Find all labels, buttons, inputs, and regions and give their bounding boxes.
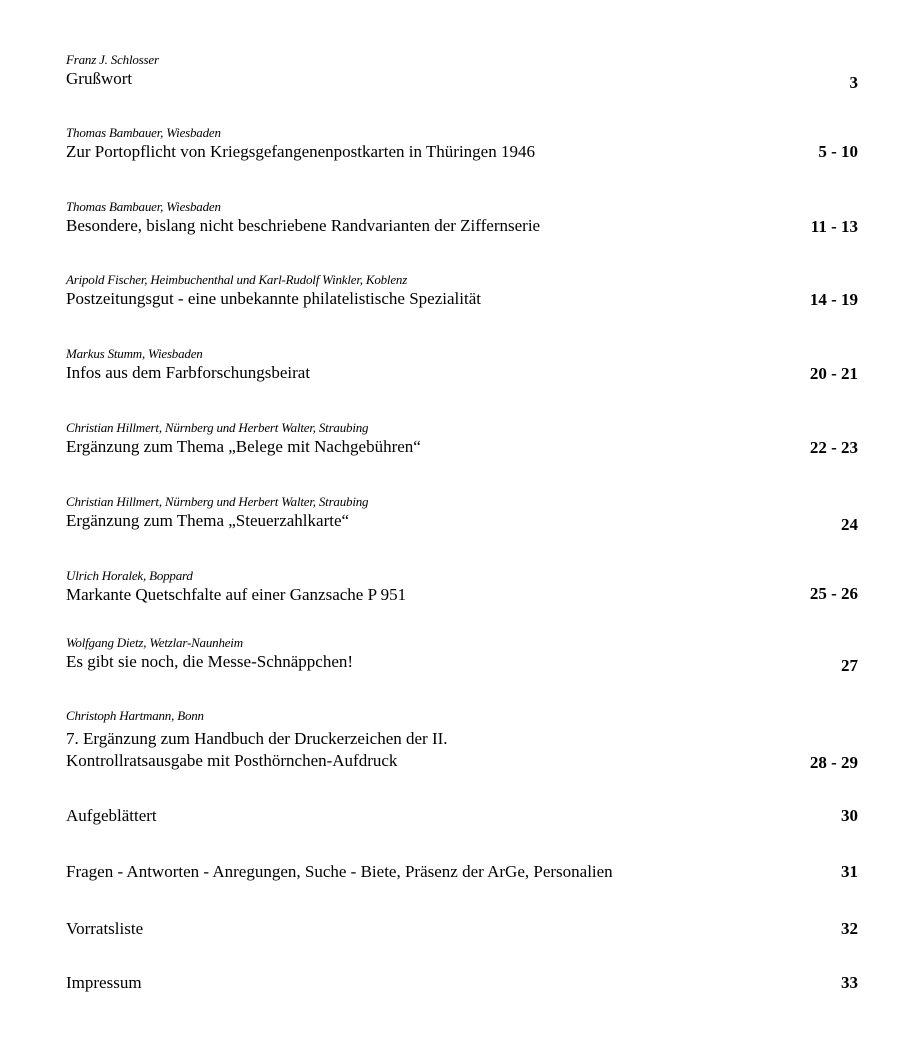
entry-title: Infos aus dem Farbforschungsbeirat	[66, 363, 311, 382]
entry-title: Ergänzung zum Thema „Steuerzahlkarte“	[66, 511, 350, 530]
entry-title: Postzeitungsgut - eine unbekannte philatelistische Spezialität	[66, 289, 481, 308]
entry-pages: 3	[849, 73, 858, 92]
entry-title: Grußwort	[66, 69, 133, 88]
toc-entry	[66, 972, 858, 994]
entry-row	[66, 918, 858, 940]
entry-title: Aufgeblättert	[66, 806, 157, 825]
entry-author: Ulrich Horalek, Boppard	[66, 568, 193, 583]
entry-pages: 22 - 23	[809, 438, 858, 457]
entry-author: Thomas Bambauer, Wiesbaden	[66, 125, 221, 140]
toc-entry	[66, 568, 858, 606]
toc-entry	[66, 199, 858, 237]
entry-row	[66, 362, 858, 384]
entry-pages: 27	[841, 656, 858, 675]
toc-entry	[66, 125, 858, 163]
toc-entry	[66, 52, 858, 90]
entry-row	[66, 68, 858, 90]
entry-row	[66, 805, 858, 827]
entry-row	[66, 728, 858, 772]
entry-pages: 5 - 10	[818, 142, 858, 161]
entry-pages: 25 - 26	[809, 584, 858, 603]
entry-pages: 11 - 13	[810, 217, 858, 236]
entry-author: Aripold Fischer, Heimbuchenthal und Karl-Rudolf Winkler, Koblenz	[66, 272, 408, 287]
entry-pages: 24	[841, 515, 858, 534]
entry-row	[66, 436, 858, 458]
entry-pages: 14 - 19	[809, 290, 858, 309]
toc-entry	[66, 805, 858, 827]
entry-author: Thomas Bambauer, Wiesbaden	[66, 199, 221, 214]
entry-title-line-1: 7. Ergänzung zum Handbuch der Druckerzeichen der II.	[66, 729, 448, 748]
entry-row	[66, 288, 858, 310]
entry-author: Franz J. Schlosser	[66, 52, 159, 67]
entry-title: Es gibt sie noch, die Messe-Schnäppchen!	[66, 652, 354, 671]
entry-row	[66, 972, 858, 994]
entry-pages: 20 - 21	[809, 364, 858, 383]
entry-title: Zur Portopflicht von Kriegsgefangenenpostkarten in Thüringen 1946	[66, 142, 535, 161]
entry-title: Impressum	[66, 973, 142, 992]
entry-author: Christian Hillmert, Nürnberg und Herbert Walter, Straubing	[66, 494, 369, 509]
entry-author: Wolfgang Dietz, Wetzlar-Naunheim	[66, 635, 243, 650]
toc-entry	[66, 346, 858, 384]
entry-row	[66, 861, 858, 883]
entry-title-line-2: Kontrollratsausgabe mit Posthörnchen-Aufdruck	[66, 751, 398, 770]
entry-row	[66, 141, 858, 163]
entry-row	[66, 510, 858, 532]
entry-author: Christian Hillmert, Nürnberg und Herbert Walter, Straubing	[66, 420, 369, 435]
entry-pages: 33	[841, 973, 858, 992]
entry-title: Ergänzung zum Thema „Belege mit Nachgebühren“	[66, 437, 421, 456]
entry-author: Markus Stumm, Wiesbaden	[66, 346, 203, 361]
entry-pages: 28 - 29	[809, 753, 858, 772]
toc-entry	[66, 918, 858, 940]
entry-author: Christoph Hartmann, Bonn	[66, 708, 204, 723]
entry-row	[66, 584, 858, 606]
entry-row	[66, 651, 858, 673]
entry-title: Markante Quetschfalte auf einer Ganzsache P 951	[66, 585, 407, 604]
entry-pages: 31	[841, 862, 858, 881]
entry-title: Vorratsliste	[66, 919, 144, 938]
entry-pages: 30	[841, 806, 858, 825]
entry-row	[66, 215, 858, 237]
toc-entry	[66, 420, 858, 458]
toc-entry	[66, 272, 858, 310]
toc-entry	[66, 861, 858, 883]
entry-title: Fragen - Antworten - Anregungen, Suche - Biete, Präsenz der ArGe, Personalien	[66, 862, 613, 881]
entry-pages: 32	[841, 919, 858, 938]
toc-entry	[66, 708, 858, 772]
toc-entry	[66, 635, 858, 673]
entry-title: Besondere, bislang nicht beschriebene Randvarianten der Ziffernserie	[66, 216, 541, 235]
toc-entry	[66, 494, 858, 532]
